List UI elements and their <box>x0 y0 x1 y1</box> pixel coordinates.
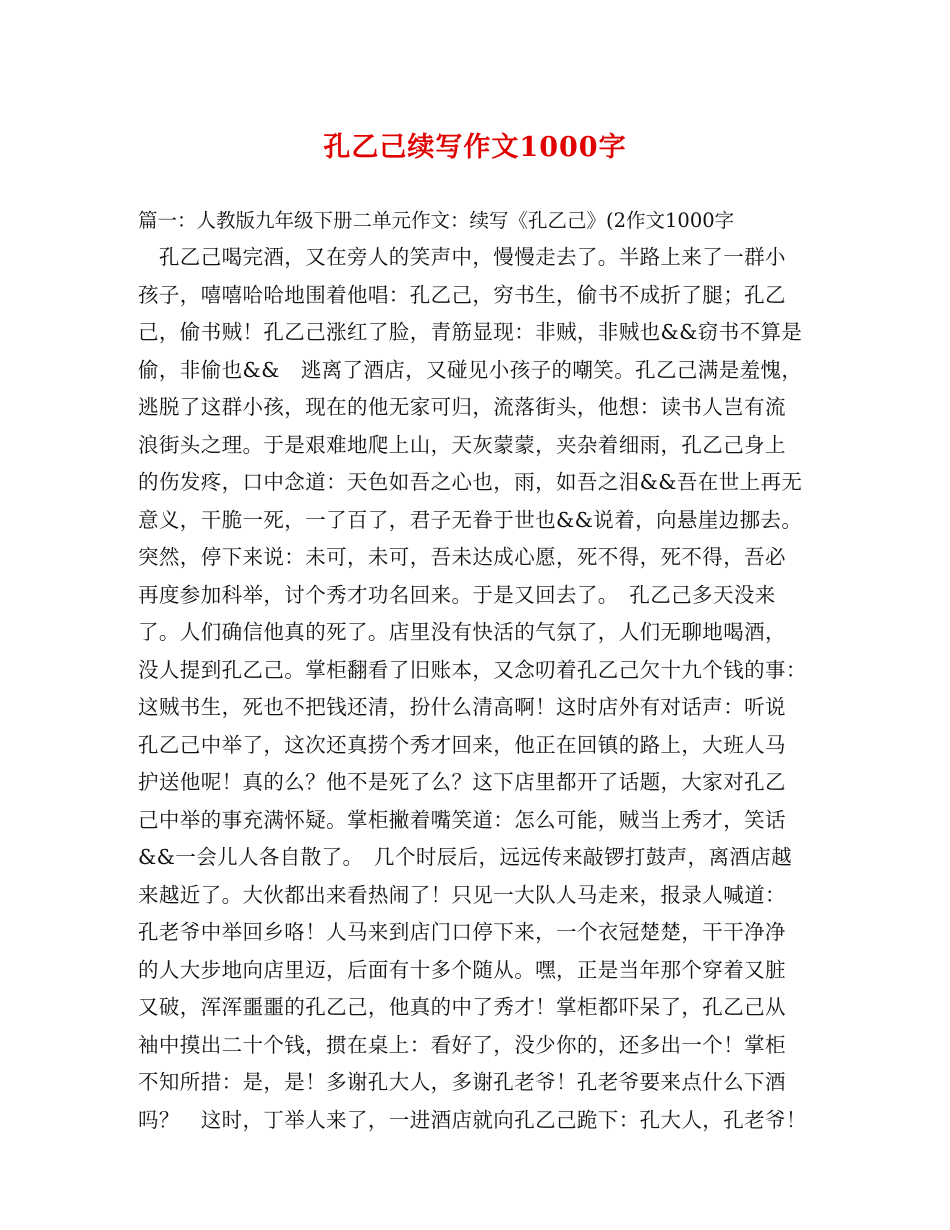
body-line: 孔老爷中举回乡咯！人马来到店门口停下来，一个衣冠楚楚，干干净净 <box>138 920 786 944</box>
body-line: 的伤发疼，口中念道：天色如吾之心也，雨，如吾之泪&&吾在世上再无 <box>138 470 803 494</box>
body-line: 了。人们确信他真的死了。店里没有快活的气氛了，人们无聊地喝酒， <box>138 620 786 644</box>
body-line: 来越近了。大伙都出来看热闹了！只见一大队人马走来，报录人喊道： <box>138 882 786 907</box>
body-line: 偷，非偷也&& 逃离了酒店，又碰见小孩子的嘲笑。孔乙己满是羞愧， <box>138 357 803 382</box>
document-title: 孔乙己续写作文1000字 <box>323 132 627 163</box>
body-line: 护送他呢！真的么？他不是死了么？这下店里都开了话题，大家对孔乙 <box>138 770 786 794</box>
body-line: 逃脱了这群小孩，现在的他无家可归，流落街头，他想：读书人岂有流 <box>138 395 786 419</box>
body-line: 孩子，嘻嘻哈哈地围着他唱：孔乙己，穷书生，偷书不成折了腿；孔乙 <box>138 282 786 307</box>
body-line: 浪街头之理。于是艰难地爬上山，天灰蒙蒙，夹杂着细雨，孔乙己身上 <box>138 432 786 457</box>
body-line: 袖中摸出二十个钱，掼在桌上：看好了，没少你的，还多出一个！掌柜 <box>138 1032 786 1057</box>
body-line: 己中举的事充满怀疑。掌柜撇着嘴笑道：怎么可能，贼当上秀才，笑话 <box>138 807 786 832</box>
body-line: 己，偷书贼！孔乙己涨红了脸，青筋显现：非贼，非贼也&&窃书不算是 <box>138 320 803 344</box>
document-subtitle: 篇一：人教版九年级下册二单元作文：续写《孔乙己》(2作文1000字 <box>138 209 735 232</box>
body-line: 又破，浑浑噩噩的孔乙己，他真的中了秀才！掌柜都吓呆了，孔乙己从 <box>138 995 786 1019</box>
body-line: 吗？ 这时，丁举人来了，一进酒店就向孔乙己跪下：孔大人，孔老爷！ <box>138 1107 807 1132</box>
body-line: 不知所措：是，是！多谢孔大人，多谢孔老爷！孔老爷要来点什么下酒 <box>138 1070 786 1094</box>
body-line: &&一会儿人各自散了。 几个时辰后，远远传来敲锣打鼓声，离酒店越 <box>138 845 793 869</box>
body-line: 突然，停下来说：未可，未可，吾未达成心愿，死不得，死不得，吾必 <box>138 545 786 569</box>
body-line: 孔乙己中举了，这次还真捞个秀才回来，他正在回镇的路上，大班人马 <box>138 732 786 757</box>
body-line: 没人提到孔乙己。掌柜翻看了旧账本，又念叨着孔乙己欠十九个钱的事： <box>138 657 807 682</box>
body-line: 这贼书生，死也不把钱还清，扮什么清高啊！这时店外有对话声：听说 <box>138 695 786 719</box>
document-body <box>138 239 818 1139</box>
body-line: 意义，干脆一死，一了百了，君子无眷于世也&&说着，向悬崖边挪去。 <box>138 507 803 532</box>
body-line: 再度参加科举，讨个秀才功名回来。于是又回去了。 孔乙己多天没来 <box>138 582 776 607</box>
body-line: 孔乙己喝完酒，又在旁人的笑声中，慢慢走去了。半路上来了一群小 <box>138 245 786 269</box>
body-line: 的人大步地向店里迈，后面有十多个随从。嘿，正是当年那个穿着又脏 <box>138 957 786 982</box>
